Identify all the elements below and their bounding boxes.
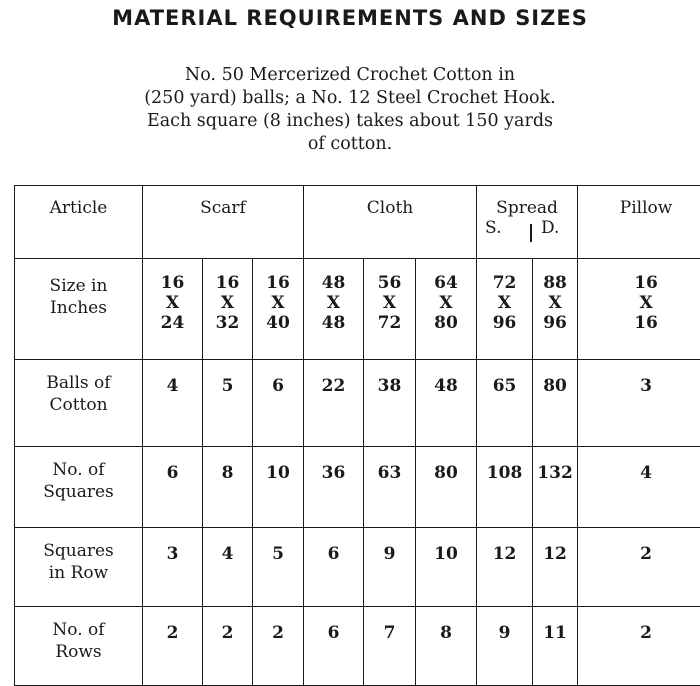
table-cell: 2 xyxy=(578,528,700,607)
table-cell: 3 xyxy=(143,528,203,607)
table-cell: 65 xyxy=(477,360,533,447)
intro-line: (250 yard) balls; a No. 12 Steel Crochet Hook. xyxy=(0,87,700,110)
row-label-line: No. of xyxy=(15,459,142,481)
table-row-rows xyxy=(15,607,700,686)
row-label-rows xyxy=(15,607,143,686)
table-cell: 108 xyxy=(477,447,533,528)
table-cell: 36 xyxy=(304,447,364,528)
table-row-squares xyxy=(15,447,700,528)
table-cell: 2 xyxy=(253,607,304,686)
table-cell: 12 xyxy=(533,528,578,607)
row-label-squares xyxy=(15,447,143,528)
table-cell: 80 xyxy=(416,447,477,528)
size-cell: 56 X 72 xyxy=(364,259,416,360)
size-cell: 48 X 48 xyxy=(304,259,364,360)
row-label-line: Balls of xyxy=(15,372,142,394)
table-header-row xyxy=(15,186,700,259)
row-label-line: Squares xyxy=(15,481,142,503)
intro-line: of cotton. xyxy=(0,133,700,156)
table-cell: 4 xyxy=(203,528,253,607)
table-cell: 2 xyxy=(203,607,253,686)
table-cell: 10 xyxy=(253,447,304,528)
header-pillow: Pillow xyxy=(578,186,700,259)
header-spread-single: S. xyxy=(485,218,501,238)
table-cell: 38 xyxy=(364,360,416,447)
table-row-size xyxy=(15,259,700,360)
table-cell: 6 xyxy=(143,447,203,528)
row-label-line: Size in xyxy=(15,275,142,297)
table-cell: 5 xyxy=(203,360,253,447)
size-cell: 72 X 96 xyxy=(477,259,533,360)
table-cell: 6 xyxy=(304,528,364,607)
row-label-line: Rows xyxy=(15,641,142,663)
row-label-line: No. of xyxy=(15,619,142,641)
table-cell: 63 xyxy=(364,447,416,528)
table-cell: 22 xyxy=(304,360,364,447)
requirements-table xyxy=(14,185,700,686)
size-cell: 16 X 16 xyxy=(578,259,700,360)
table-cell: 48 xyxy=(416,360,477,447)
header-spread-label: Spread xyxy=(477,198,577,218)
header-spread-divider xyxy=(530,224,532,242)
table-row-balls xyxy=(15,360,700,447)
table-cell: 3 xyxy=(578,360,700,447)
table-cell: 6 xyxy=(253,360,304,447)
size-cell: 16 X 40 xyxy=(253,259,304,360)
size-cell: 88 X 96 xyxy=(533,259,578,360)
size-cell: 16 X 32 xyxy=(203,259,253,360)
table-cell: 5 xyxy=(253,528,304,607)
table-cell: 2 xyxy=(143,607,203,686)
table-cell: 80 xyxy=(533,360,578,447)
row-label-line: Inches xyxy=(15,297,142,319)
table-row-squares-in-row xyxy=(15,528,700,607)
row-label-line: Cotton xyxy=(15,394,142,416)
header-spread-sub xyxy=(477,218,577,240)
intro-line: Each square (8 inches) takes about 150 yards xyxy=(0,110,700,133)
header-article: Article xyxy=(15,186,143,259)
table-cell: 10 xyxy=(416,528,477,607)
table-cell: 8 xyxy=(203,447,253,528)
table-cell: 132 xyxy=(533,447,578,528)
table-cell: 8 xyxy=(416,607,477,686)
table-cell: 6 xyxy=(304,607,364,686)
table-cell: 9 xyxy=(477,607,533,686)
table-cell: 12 xyxy=(477,528,533,607)
row-label-line: Squares xyxy=(15,540,142,562)
intro-text xyxy=(0,64,700,156)
header-scarf: Scarf xyxy=(143,186,304,259)
table-cell: 2 xyxy=(578,607,700,686)
page-title: MATERIAL REQUIREMENTS AND SIZES xyxy=(0,6,700,30)
table-cell: 4 xyxy=(143,360,203,447)
row-label-size xyxy=(15,259,143,360)
table-cell: 11 xyxy=(533,607,578,686)
size-cell: 64 X 80 xyxy=(416,259,477,360)
table-cell: 7 xyxy=(364,607,416,686)
table-cell: 4 xyxy=(578,447,700,528)
row-label-balls xyxy=(15,360,143,447)
size-cell: 16 X 24 xyxy=(143,259,203,360)
intro-line: No. 50 Mercerized Crochet Cotton in xyxy=(0,64,700,87)
header-spread xyxy=(477,186,578,259)
header-spread-double: D. xyxy=(541,218,559,238)
row-label-squares-in-row xyxy=(15,528,143,607)
row-label-line: in Row xyxy=(15,562,142,584)
table-cell: 9 xyxy=(364,528,416,607)
header-cloth: Cloth xyxy=(304,186,477,259)
